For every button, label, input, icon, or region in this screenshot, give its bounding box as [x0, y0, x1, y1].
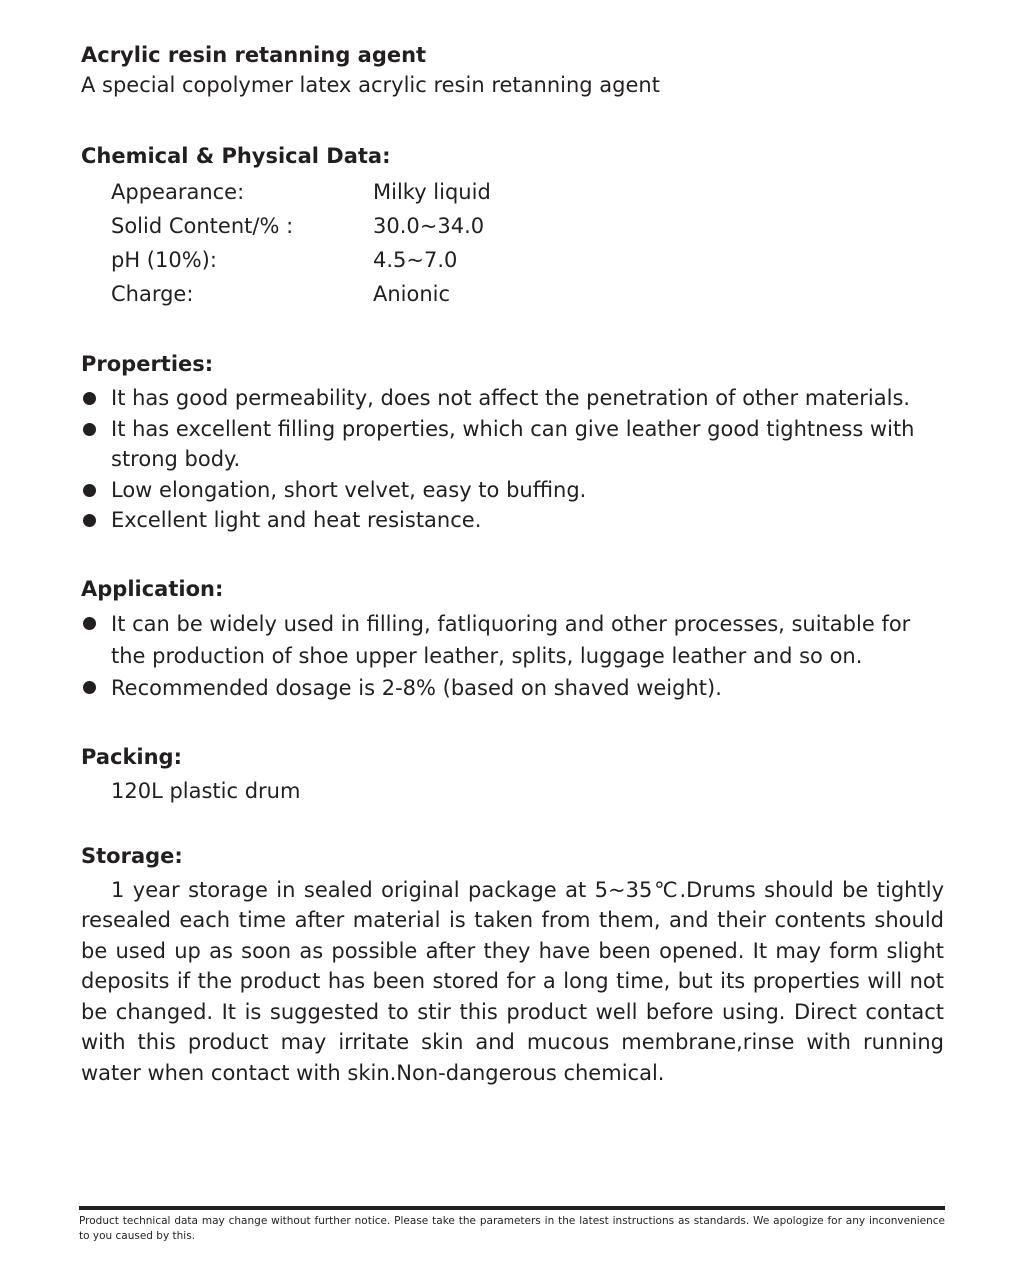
bullet-icon: [83, 617, 96, 630]
data-row-solid-content: [111, 209, 944, 243]
packing-section: [81, 742, 944, 806]
footer-disclaimer: Product technical data may change without further notice. Please take the parameters in the latest instructions as standards. We apologize for any inconvenience to you caused by this.: [79, 1215, 945, 1242]
bullet-icon: [83, 392, 96, 405]
data-value: 30.0~34.0: [373, 214, 485, 238]
data-value: Anionic: [373, 282, 451, 306]
list-item-text: It can be widely used in filling, fatliquoring and other processes, suitable for the production of shoe upper leather, splits, luggage leather and so on.: [111, 611, 911, 668]
bullet-icon: [83, 514, 96, 527]
list-item-text: Low elongation, short velvet, easy to buffing.: [111, 477, 587, 502]
list-item-text: Excellent light and heat resistance.: [111, 508, 482, 532]
data-row-charge: [111, 277, 944, 311]
bullet-icon: [83, 484, 96, 497]
list-item-text: It has good permeability, does not affect the penetration of other materials.: [111, 386, 911, 410]
footer-divider: [79, 1206, 945, 1210]
bullet-icon: [83, 423, 96, 436]
chemical-heading: Chemical & Physical Data:: [81, 144, 391, 168]
properties-list: [81, 383, 944, 536]
application-heading: Application:: [81, 576, 224, 601]
data-label: Charge:: [111, 282, 194, 306]
data-row-ph: [111, 243, 944, 277]
list-item-text: Recommended dosage is 2-8% (based on shaved weight).: [111, 675, 722, 700]
list-item: [81, 383, 944, 414]
datasheet-page: [81, 40, 944, 1088]
product-title: Acrylic resin retanning agent: [81, 43, 427, 67]
bullet-icon: [83, 681, 96, 694]
storage-section: [81, 841, 944, 1089]
list-item: [81, 672, 944, 704]
list-item: [81, 475, 944, 506]
data-row-appearance: [111, 175, 944, 209]
storage-text: 1 year storage in sealed original package at 5~35℃.Drums should be tightly resealed each time after material is taken from them, and their contents should be used up as soon as possible after they have been opened. It may form slight deposits if the product has been stored for a long time, but its properties will not be changed. It is suggested to stir this product well before using. Direct contact with this product may irritate skin and mucous membrane,rinse with running water when contact with skin.Non-dangerous chemical.: [81, 877, 944, 1085]
storage-heading: Storage:: [81, 843, 183, 868]
properties-heading: Properties:: [81, 352, 214, 376]
list-item: [81, 414, 944, 475]
list-item: [81, 505, 944, 536]
data-value: 4.5~7.0: [373, 248, 458, 272]
data-label: Appearance:: [111, 180, 245, 204]
data-label: pH (10%):: [111, 248, 217, 272]
data-label: Solid Content/% :: [111, 214, 294, 238]
packing-heading: Packing:: [81, 744, 182, 769]
data-value: Milky liquid: [373, 180, 491, 204]
properties-section: [81, 349, 944, 536]
list-item: [81, 608, 944, 672]
packing-text: 120L plastic drum: [111, 778, 301, 803]
product-subtitle: A special copolymer latex acrylic resin retanning agent: [81, 73, 660, 97]
application-section: [81, 574, 944, 704]
chemical-physical-section: [81, 141, 944, 311]
list-item-text: It has excellent filling properties, which can give leather good tightness with strong body.: [111, 416, 915, 471]
application-list: [81, 608, 944, 704]
chemical-data-table: [111, 175, 944, 311]
